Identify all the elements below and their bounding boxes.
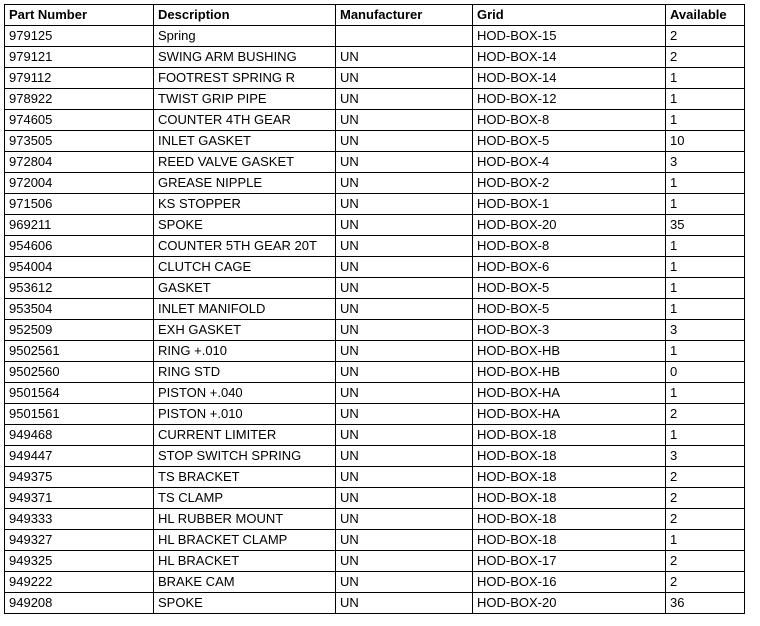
parts-table (4, 4, 745, 614)
part-number-cell: 972804 (5, 152, 154, 173)
table-row (5, 509, 745, 530)
grid-cell: HOD-BOX-12 (473, 89, 666, 110)
table-row (5, 26, 745, 47)
description-cell: SWING ARM BUSHING (154, 47, 336, 68)
grid-cell: HOD-BOX-5 (473, 299, 666, 320)
table-row (5, 530, 745, 551)
description-cell: INLET MANIFOLD (154, 299, 336, 320)
table-row (5, 299, 745, 320)
description-cell: GASKET (154, 278, 336, 299)
description-cell: HL BRACKET CLAMP (154, 530, 336, 551)
manufacturer-cell: UN (336, 89, 473, 110)
table-row (5, 257, 745, 278)
description-cell: SPOKE (154, 593, 336, 614)
available-cell: 1 (666, 425, 745, 446)
grid-cell: HOD-BOX-20 (473, 593, 666, 614)
part-number-cell: 978922 (5, 89, 154, 110)
part-number-cell: 973505 (5, 131, 154, 152)
manufacturer-cell: UN (336, 362, 473, 383)
manufacturer-cell: UN (336, 404, 473, 425)
part-number-cell: 969211 (5, 215, 154, 236)
header-grid: Grid (473, 5, 666, 26)
available-cell: 2 (666, 467, 745, 488)
manufacturer-cell: UN (336, 173, 473, 194)
description-cell: CLUTCH CAGE (154, 257, 336, 278)
manufacturer-cell: UN (336, 131, 473, 152)
table-row (5, 551, 745, 572)
description-cell: Spring (154, 26, 336, 47)
part-number-cell: 972004 (5, 173, 154, 194)
manufacturer-cell: UN (336, 572, 473, 593)
grid-cell: HOD-BOX-4 (473, 152, 666, 173)
description-cell: HL BRACKET (154, 551, 336, 572)
manufacturer-cell: UN (336, 257, 473, 278)
manufacturer-cell: UN (336, 509, 473, 530)
grid-cell: HOD-BOX-2 (473, 173, 666, 194)
available-cell: 35 (666, 215, 745, 236)
manufacturer-cell: UN (336, 341, 473, 362)
description-cell: RING STD (154, 362, 336, 383)
part-number-cell: 949208 (5, 593, 154, 614)
header-part-number: Part Number (5, 5, 154, 26)
part-number-cell: 953612 (5, 278, 154, 299)
part-number-cell: 9502560 (5, 362, 154, 383)
available-cell: 2 (666, 551, 745, 572)
available-cell: 2 (666, 404, 745, 425)
manufacturer-cell: UN (336, 446, 473, 467)
description-cell: BRAKE CAM (154, 572, 336, 593)
table-row (5, 320, 745, 341)
table-row (5, 215, 745, 236)
description-cell: PISTON +.010 (154, 404, 336, 425)
manufacturer-cell: UN (336, 278, 473, 299)
table-row (5, 425, 745, 446)
grid-cell: HOD-BOX-HB (473, 362, 666, 383)
part-number-cell: 979121 (5, 47, 154, 68)
available-cell: 2 (666, 488, 745, 509)
grid-cell: HOD-BOX-18 (473, 509, 666, 530)
description-cell: INLET GASKET (154, 131, 336, 152)
available-cell: 1 (666, 194, 745, 215)
header-row (5, 5, 745, 26)
description-cell: KS STOPPER (154, 194, 336, 215)
description-cell: TS CLAMP (154, 488, 336, 509)
manufacturer-cell: UN (336, 383, 473, 404)
available-cell: 3 (666, 320, 745, 341)
manufacturer-cell: UN (336, 593, 473, 614)
description-cell: TS BRACKET (154, 467, 336, 488)
description-cell: COUNTER 4TH GEAR (154, 110, 336, 131)
grid-cell: HOD-BOX-18 (473, 530, 666, 551)
part-number-cell: 9501561 (5, 404, 154, 425)
part-number-cell: 952509 (5, 320, 154, 341)
part-number-cell: 949375 (5, 467, 154, 488)
table-row (5, 68, 745, 89)
grid-cell: HOD-BOX-3 (473, 320, 666, 341)
description-cell: TWIST GRIP PIPE (154, 89, 336, 110)
available-cell: 3 (666, 152, 745, 173)
manufacturer-cell: UN (336, 152, 473, 173)
manufacturer-cell: UN (336, 488, 473, 509)
available-cell: 0 (666, 362, 745, 383)
available-cell: 1 (666, 278, 745, 299)
table-row (5, 383, 745, 404)
part-number-cell: 949333 (5, 509, 154, 530)
available-cell: 1 (666, 68, 745, 89)
table-row (5, 173, 745, 194)
part-number-cell: 949371 (5, 488, 154, 509)
header-available: Available (666, 5, 745, 26)
grid-cell: HOD-BOX-18 (473, 425, 666, 446)
available-cell: 2 (666, 47, 745, 68)
manufacturer-cell: UN (336, 47, 473, 68)
grid-cell: HOD-BOX-18 (473, 467, 666, 488)
available-cell: 1 (666, 173, 745, 194)
part-number-cell: 9502561 (5, 341, 154, 362)
description-cell: STOP SWITCH SPRING (154, 446, 336, 467)
grid-cell: HOD-BOX-15 (473, 26, 666, 47)
manufacturer-cell: UN (336, 551, 473, 572)
available-cell: 1 (666, 383, 745, 404)
part-number-cell: 979125 (5, 26, 154, 47)
manufacturer-cell (336, 26, 473, 47)
manufacturer-cell: UN (336, 68, 473, 89)
table-body (5, 26, 745, 614)
available-cell: 2 (666, 26, 745, 47)
description-cell: EXH GASKET (154, 320, 336, 341)
available-cell: 36 (666, 593, 745, 614)
table-row (5, 488, 745, 509)
grid-cell: HOD-BOX-8 (473, 110, 666, 131)
available-cell: 1 (666, 236, 745, 257)
part-number-cell: 949447 (5, 446, 154, 467)
available-cell: 2 (666, 572, 745, 593)
part-number-cell: 949327 (5, 530, 154, 551)
manufacturer-cell: UN (336, 425, 473, 446)
available-cell: 1 (666, 110, 745, 131)
description-cell: COUNTER 5TH GEAR 20T (154, 236, 336, 257)
table-row (5, 47, 745, 68)
grid-cell: HOD-BOX-HA (473, 404, 666, 425)
table-row (5, 152, 745, 173)
available-cell: 1 (666, 341, 745, 362)
grid-cell: HOD-BOX-14 (473, 68, 666, 89)
header-manufacturer: Manufacturer (336, 5, 473, 26)
part-number-cell: 949222 (5, 572, 154, 593)
part-number-cell: 979112 (5, 68, 154, 89)
table-row (5, 467, 745, 488)
description-cell: FOOTREST SPRING R (154, 68, 336, 89)
table-row (5, 89, 745, 110)
manufacturer-cell: UN (336, 530, 473, 551)
table-row (5, 341, 745, 362)
available-cell: 1 (666, 257, 745, 278)
description-cell: PISTON +.040 (154, 383, 336, 404)
grid-cell: HOD-BOX-17 (473, 551, 666, 572)
manufacturer-cell: UN (336, 194, 473, 215)
grid-cell: HOD-BOX-14 (473, 47, 666, 68)
part-number-cell: 974605 (5, 110, 154, 131)
table-row (5, 236, 745, 257)
grid-cell: HOD-BOX-18 (473, 488, 666, 509)
table-row (5, 194, 745, 215)
manufacturer-cell: UN (336, 215, 473, 236)
grid-cell: HOD-BOX-HA (473, 383, 666, 404)
part-number-cell: 971506 (5, 194, 154, 215)
available-cell: 1 (666, 530, 745, 551)
part-number-cell: 949325 (5, 551, 154, 572)
table-row (5, 572, 745, 593)
description-cell: CURRENT LIMITER (154, 425, 336, 446)
available-cell: 10 (666, 131, 745, 152)
manufacturer-cell: UN (336, 467, 473, 488)
manufacturer-cell: UN (336, 299, 473, 320)
table-row (5, 404, 745, 425)
grid-cell: HOD-BOX-5 (473, 278, 666, 299)
part-number-cell: 9501564 (5, 383, 154, 404)
table-row (5, 446, 745, 467)
grid-cell: HOD-BOX-HB (473, 341, 666, 362)
available-cell: 1 (666, 89, 745, 110)
available-cell: 1 (666, 299, 745, 320)
part-number-cell: 954606 (5, 236, 154, 257)
grid-cell: HOD-BOX-8 (473, 236, 666, 257)
grid-cell: HOD-BOX-20 (473, 215, 666, 236)
grid-cell: HOD-BOX-16 (473, 572, 666, 593)
manufacturer-cell: UN (336, 236, 473, 257)
grid-cell: HOD-BOX-5 (473, 131, 666, 152)
grid-cell: HOD-BOX-1 (473, 194, 666, 215)
grid-cell: HOD-BOX-18 (473, 446, 666, 467)
table-row (5, 131, 745, 152)
description-cell: RING +.010 (154, 341, 336, 362)
description-cell: GREASE NIPPLE (154, 173, 336, 194)
available-cell: 2 (666, 509, 745, 530)
available-cell: 3 (666, 446, 745, 467)
part-number-cell: 953504 (5, 299, 154, 320)
part-number-cell: 954004 (5, 257, 154, 278)
grid-cell: HOD-BOX-6 (473, 257, 666, 278)
part-number-cell: 949468 (5, 425, 154, 446)
table-row (5, 593, 745, 614)
description-cell: SPOKE (154, 215, 336, 236)
table-row (5, 278, 745, 299)
header-description: Description (154, 5, 336, 26)
table-row (5, 110, 745, 131)
table-row (5, 362, 745, 383)
manufacturer-cell: UN (336, 320, 473, 341)
description-cell: HL RUBBER MOUNT (154, 509, 336, 530)
manufacturer-cell: UN (336, 110, 473, 131)
description-cell: REED VALVE GASKET (154, 152, 336, 173)
